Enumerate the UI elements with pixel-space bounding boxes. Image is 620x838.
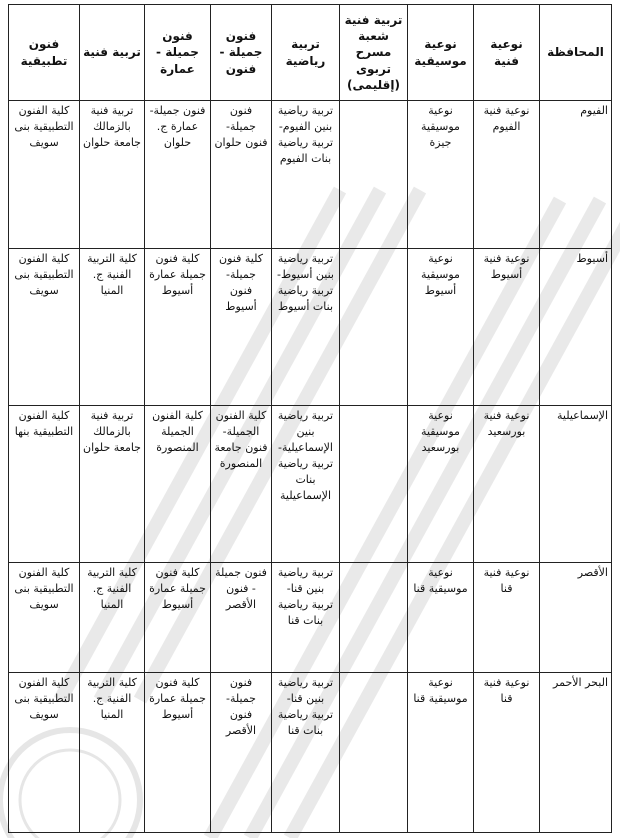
governorate-cell: أسيوط — [540, 249, 612, 406]
table-cell — [340, 406, 408, 563]
table-cell: نوعية فنية بورسعيد — [474, 406, 540, 563]
table-cell: كلية الفنون الجميلة المنصورة — [145, 406, 211, 563]
table-row — [9, 673, 612, 833]
governorate-cell: الإسماعيلية — [540, 406, 612, 563]
governorate-cell: الفيوم — [540, 101, 612, 249]
table-cell — [340, 673, 408, 833]
table-cell: فنون جميلة - فنون الأقصر — [211, 563, 272, 673]
colleges-table — [8, 4, 612, 833]
table-cell: كلية التربية الفنية ج. المنيا — [80, 563, 145, 673]
governorate-cell: الأقصر — [540, 563, 612, 673]
table-cell: كلية التربية الفنية ج. المنيا — [80, 673, 145, 833]
table-cell: نوعية موسيقية قنا — [408, 563, 474, 673]
table-cell: نوعية موسيقية أسيوط — [408, 249, 474, 406]
table-row — [9, 563, 612, 673]
header-fine-arts-arts: فنون جميلة - فنون — [211, 5, 272, 101]
table-row — [9, 249, 612, 406]
table-row — [9, 101, 612, 249]
header-physical-education: تربية رياضية — [272, 5, 340, 101]
header-fine-arts-architecture: فنون جميلة - عمارة — [145, 5, 211, 101]
table-cell: كلية الفنون التطبيقية بنى سويف — [9, 563, 80, 673]
governorate-cell: البحر الأحمر — [540, 673, 612, 833]
table-cell: كلية فنون جميلة عمارة أسيوط — [145, 249, 211, 406]
table-cell: كلية فنون جميلة عمارة أسيوط — [145, 563, 211, 673]
header-theatre-education: تربية فنية شعبة مسرح تربوى (إقليمى) — [340, 5, 408, 101]
table-cell: فنون جميلة- عمارة ج. حلوان — [145, 101, 211, 249]
table-cell: نوعية فنية أسيوط — [474, 249, 540, 406]
table-cell: كلية الفنون التطبيقية بنها — [9, 406, 80, 563]
table-cell: كلية الفنون الجميلة- فنون جامعة المنصورة — [211, 406, 272, 563]
table-cell: كلية الفنون التطبيقية بنى سويف — [9, 101, 80, 249]
table-cell: كلية الفنون التطبيقية بنى سويف — [9, 673, 80, 833]
table-cell: كلية الفنون التطبيقية بنى سويف — [9, 249, 80, 406]
header-row — [9, 5, 612, 101]
table-cell: كلية فنون جميلة عمارة أسيوط — [145, 673, 211, 833]
table-cell: تربية فنية بالزمالك جامعة حلوان — [80, 101, 145, 249]
table-cell: نوعية فنية قنا — [474, 673, 540, 833]
table-cell: كلية فنون جميلة- فنون أسيوط — [211, 249, 272, 406]
table-cell: تربية رياضية بنين الفيوم- تربية رياضية بنات الفيوم — [272, 101, 340, 249]
table-cell — [340, 249, 408, 406]
header-music-quality: نوعية موسيقية — [408, 5, 474, 101]
table-cell — [340, 563, 408, 673]
header-artistic-quality: نوعية فنية — [474, 5, 540, 101]
table-cell: تربية فنية بالزمالك جامعة حلوان — [80, 406, 145, 563]
table-cell: نوعية فنية قنا — [474, 563, 540, 673]
table-cell: فنون جميلة- فنون حلوان — [211, 101, 272, 249]
header-art-education: تربية فنية — [80, 5, 145, 101]
table-cell: تربية رياضية بنين أسيوط- تربية رياضية بنات أسيوط — [272, 249, 340, 406]
table-row — [9, 406, 612, 563]
table-cell: فنون جميلة- فنون الأقصر — [211, 673, 272, 833]
table-cell: نوعية موسيقية جيزة — [408, 101, 474, 249]
header-applied-arts: فنون تطبيقية — [9, 5, 80, 101]
table-cell: تربية رياضية بنين قنا- تربية رياضية بنات قنا — [272, 673, 340, 833]
table-cell — [340, 101, 408, 249]
table-cell: نوعية موسيقية بورسعيد — [408, 406, 474, 563]
table-cell: كلية التربية الفنية ج. المنيا — [80, 249, 145, 406]
table-cell: نوعية فنية الفيوم — [474, 101, 540, 249]
header-governorate: المحافظة — [540, 5, 612, 101]
table-cell: نوعية موسيقية قنا — [408, 673, 474, 833]
table-cell: تربية رياضية بنين قنا- تربية رياضية بنات قنا — [272, 563, 340, 673]
table-cell: تربية رياضية بنين الإسماعيلية- تربية رياضية بنات الإسماعيلية — [272, 406, 340, 563]
